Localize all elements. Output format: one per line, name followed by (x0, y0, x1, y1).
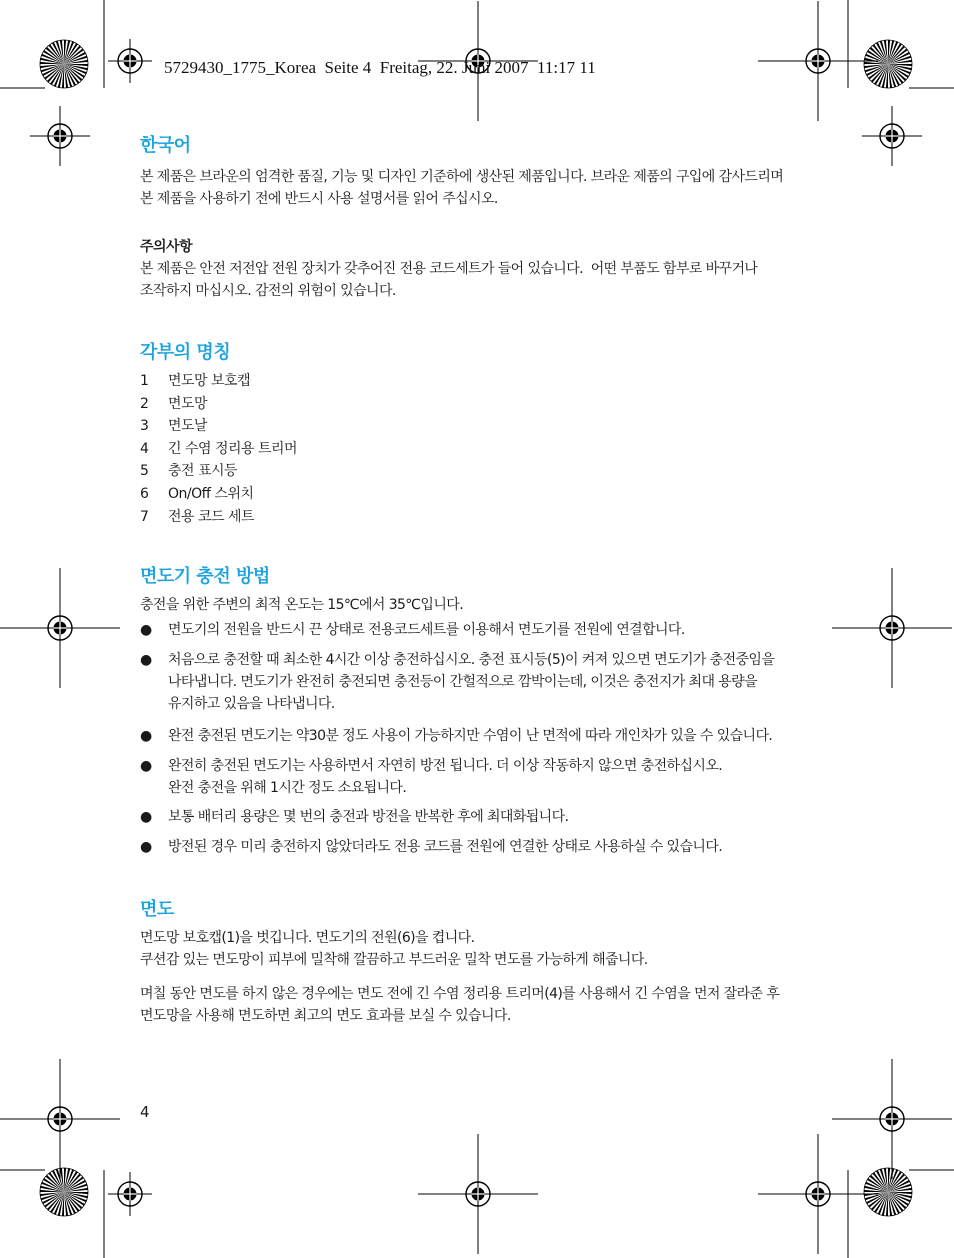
registration-target-icon (30, 106, 90, 166)
bullet-icon: ● (140, 622, 152, 638)
bullet-text: 면도기의 전원을 반드시 끈 상태로 전용코드세트를 이용해서 면도기를 전원에 연결합니다. (168, 622, 685, 638)
registration-target-icon (108, 39, 152, 83)
section-title-parts: 각부의 명칭 (140, 342, 231, 363)
part-number: 3 (140, 418, 149, 435)
bullet-icon: ● (140, 758, 152, 774)
registration-target-icon (832, 1059, 952, 1179)
part-label: 긴 수염 정리용 트리머 (168, 440, 298, 457)
part-label: 면도날 (168, 418, 208, 435)
registration-target-icon (0, 1059, 120, 1179)
registration-target-icon (108, 1172, 152, 1216)
bullet-text: 처음으로 충전할 때 최소한 4시간 이상 충전하십시오. 충전 표시등(5)이 켜져 있으면 면도기가 충전중임을 나타냅니다. 면도기가 완전히 충전되면 충전등이 간헐적으로 깜박이는데, 이것은 충전지가 최대 용량을 유지하고 있음을 나타냅니다. (168, 652, 775, 712)
section-title-shaving: 면도 (140, 899, 174, 920)
starburst-mark-icon (40, 1168, 88, 1216)
registration-target-icon (418, 1134, 538, 1254)
shaving-paragraph-2: 며칠 동안 면도를 하지 않은 경우에는 면도 전에 긴 수염 정리용 트리머(4)를 사용해서 긴 수염을 먼저 잘라준 후 면도망을 사용해 면도하면 최고의 면도 효과를 보실 수 있습니다. (140, 986, 780, 1024)
starburst-mark-icon (864, 40, 912, 88)
print-slug-header: 5729430_1775_Korea Seite 4 Freitag, 22. Juni 2007 11:17 11 (164, 58, 596, 77)
part-label: On/Off 스위치 (168, 485, 254, 502)
part-label: 전용 코드 세트 (168, 508, 255, 525)
part-number: 7 (140, 508, 149, 525)
section-title-korean: 한국어 (140, 135, 191, 156)
part-label: 충전 표시등 (168, 463, 238, 480)
charging-intro: 충전을 위한 주변의 최적 온도는 15℃에서 35℃입니다. (140, 597, 464, 613)
bullet-text: 완전 충전된 면도기는 약30분 정도 사용이 가능하지만 수염이 난 면적에 따라 개인차가 있을 수 있습니다. (168, 728, 773, 744)
registration-target-icon (0, 568, 120, 688)
page-number: 4 (140, 1103, 150, 1121)
part-label: 면도망 (168, 395, 208, 412)
part-number: 4 (140, 440, 149, 457)
part-number: 2 (140, 395, 149, 412)
bullet-text: 방전된 경우 미리 충전하지 않았더라도 전용 코드를 전원에 연결한 상태로 사용하실 수 있습니다. (168, 839, 723, 855)
registration-target-icon (758, 1, 878, 121)
caution-paragraph: 본 제품은 안전 저전압 전원 장치가 갖추어진 전용 코드세트가 들어 있습니다. 어떤 부품도 함부로 바꾸거나 조작하지 마십시오. 감전의 위험이 있습니다. (140, 261, 758, 299)
part-number: 6 (140, 485, 149, 502)
part-label: 면도망 보호캡 (168, 373, 251, 389)
section-title-charging: 면도기 충전 방법 (140, 566, 270, 587)
bullet-icon: ● (140, 839, 152, 855)
shaving-paragraph-1: 면도망 보호캡(1)을 벗깁니다. 면도기의 전원(6)을 켭니다. 쿠션감 있는 면도망이 피부에 밀착해 깔끔하고 부드러운 밀착 면도를 가능하게 해줍니다. (140, 930, 648, 968)
caution-title: 주의사항 (140, 239, 193, 255)
bullet-text: 보통 배터리 용량은 몇 번의 충전과 방전을 반복한 후에 최대화됩니다. (168, 809, 569, 825)
registration-target-icon (862, 106, 922, 166)
bullet-icon: ● (140, 728, 152, 744)
starburst-mark-icon (864, 1168, 912, 1216)
part-number: 1 (140, 373, 149, 389)
part-number: 5 (140, 463, 149, 480)
bullet-icon: ● (140, 652, 152, 668)
registration-target-icon (832, 568, 952, 688)
registration-target-icon (758, 1134, 878, 1254)
starburst-mark-icon (40, 40, 88, 88)
bullet-text: 완전히 충전된 면도기는 사용하면서 자연히 방전 됩니다. 더 이상 작동하지 않으면 충전하십시오. 완전 충전을 위해 1시간 정도 소요됩니다. (168, 758, 723, 796)
intro-paragraph: 본 제품은 브라운의 엄격한 품질, 기능 및 디자인 기준하에 생산된 제품입니다. 브라운 제품의 구입에 감사드리며 본 제품을 사용하기 전에 반드시 사용 설명서를 읽어 주십시오. (140, 169, 784, 207)
bullet-icon: ● (140, 809, 152, 825)
